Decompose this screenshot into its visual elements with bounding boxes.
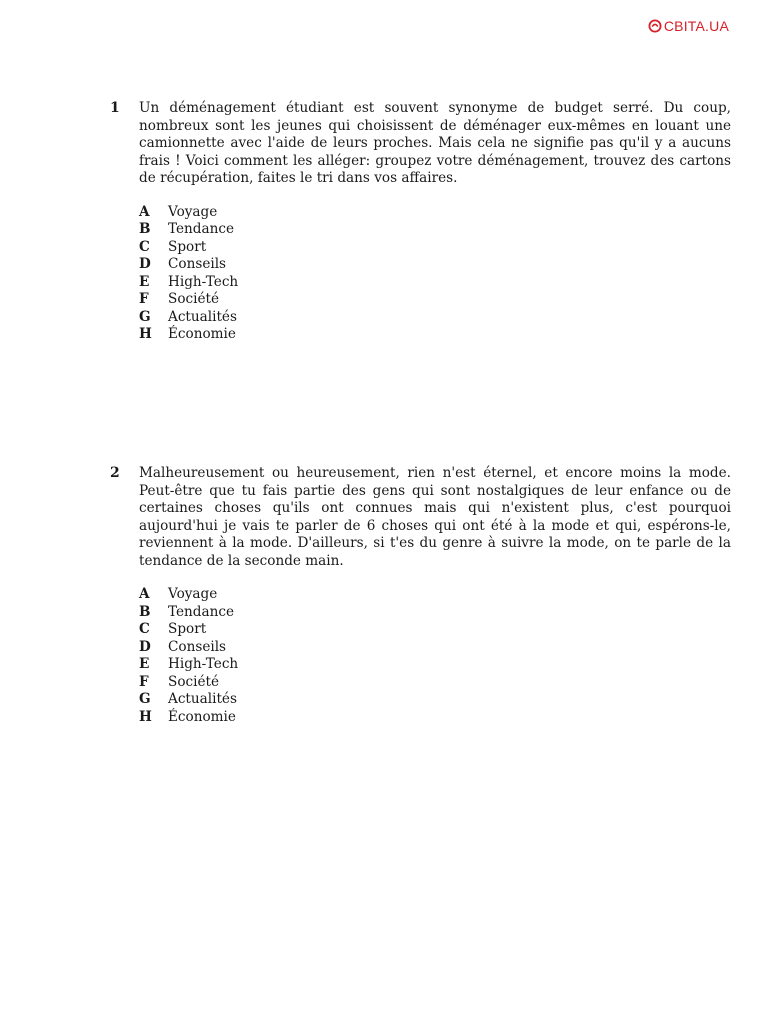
option-label: Sport (168, 238, 207, 255)
option-label: High-Tech (168, 273, 239, 290)
option-letter: E (139, 656, 150, 672)
option-label: Économie (168, 326, 236, 342)
logo-circle-icon (648, 19, 662, 33)
question-number: 1 (110, 100, 120, 116)
option-d (139, 639, 731, 657)
brand-name: CBITA.UA (663, 18, 729, 34)
option-letter: C (139, 621, 150, 637)
option-letter: H (139, 326, 152, 342)
option-letter: C (139, 238, 150, 255)
option-label: Voyage (168, 586, 218, 602)
option-a (139, 586, 731, 604)
option-c (139, 239, 731, 257)
option-label: Actualités (168, 691, 237, 707)
question-text: Un déménagement étudiant est souvent synonyme de budget serré. Du coup, nombreux sont les jeunes qui choisissent de déménager eux-mêmes en louant une camionnette avec l'aide de leurs proches. Mais cela ne signifie pas qu'il y a aucuns frais ! Voici comment les alléger: groupez votre déménagement, trouvez des cartons de récupération, faites le tri dans vos affaires. (139, 100, 731, 186)
option-label: Société (168, 291, 220, 307)
option-f (139, 291, 731, 309)
question-1 (110, 100, 731, 344)
option-label: Conseils (168, 638, 227, 655)
option-h (139, 326, 731, 344)
option-letter: G (139, 308, 151, 325)
option-label: Société (168, 673, 220, 690)
option-letter: F (139, 291, 149, 307)
option-letter: D (139, 256, 151, 272)
option-b (139, 221, 731, 239)
question-2 (110, 465, 731, 726)
option-letter: D (139, 638, 151, 655)
option-e (139, 274, 731, 292)
option-d (139, 256, 731, 274)
option-letter: F (139, 673, 149, 690)
brand-logo (648, 18, 729, 34)
options-list (139, 586, 731, 726)
option-g (139, 309, 731, 327)
option-letter: H (139, 708, 152, 725)
question-text: Malheureusement ou heureusement, rien n'est éternel, et encore moins la mode. Peut-être que tu fais partie des gens qui sont nostalgiques de leur enfance ou de certaines choses qu'ils ont connues mais qui n'existent plus, c'est pourquoi aujourd'hui je vais te parler de 6 choses qui ont été à la mode et qui, espérons-le, reviennent à la mode. D'ailleurs, si t'es du genre à suivre la mode, on te parle de la tendance de la seconde main. (139, 465, 731, 569)
option-letter: B (139, 221, 151, 237)
options-list (139, 204, 731, 344)
option-label: Sport (168, 621, 207, 637)
option-a (139, 204, 731, 222)
option-letter: A (139, 586, 150, 602)
option-label: Actualités (168, 308, 237, 325)
option-label: Conseils (168, 256, 227, 272)
option-letter: A (139, 203, 150, 220)
option-letter: B (139, 603, 151, 620)
option-f (139, 674, 731, 692)
option-g (139, 691, 731, 709)
option-label: Tendance (168, 221, 235, 237)
option-label: Économie (168, 708, 236, 725)
option-e (139, 656, 731, 674)
option-label: High-Tech (168, 656, 239, 672)
option-letter: G (139, 691, 151, 707)
question-number: 2 (110, 465, 120, 481)
option-b (139, 604, 731, 622)
option-c (139, 621, 731, 639)
option-letter: E (139, 273, 150, 290)
option-h (139, 709, 731, 727)
option-label: Voyage (168, 203, 218, 220)
option-label: Tendance (168, 603, 235, 620)
